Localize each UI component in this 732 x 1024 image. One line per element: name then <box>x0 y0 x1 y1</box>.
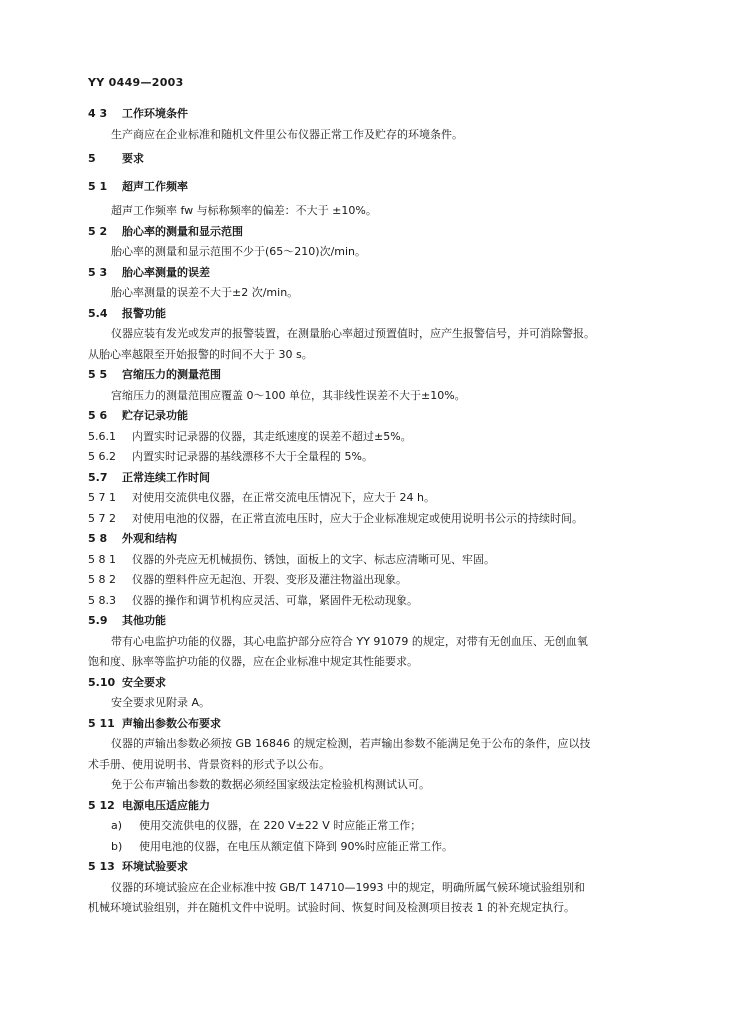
heading-text: 声输出参数公布要求 <box>122 716 221 730</box>
clause-number: 5 3 <box>88 265 108 279</box>
clause-number: 5 12 <box>88 798 115 812</box>
numbered-clause <box>88 447 648 468</box>
paragraph-line: 宫缩压力的测量范围应覆盖 0～100 单位，其非线性误差不大于±10%。 <box>111 388 466 402</box>
clause-number: 5 5 <box>88 368 108 381</box>
heading-text: 外观和结构 <box>122 532 177 545</box>
heading-text: 其他功能 <box>122 614 166 627</box>
paragraph-line: 免于公布声输出参数的数据必须经国家级法定检验机构测试认可。 <box>111 778 430 791</box>
clause-number: 5 6.2 <box>88 450 116 463</box>
paragraph-line: 术手册、使用说明书、背景资料的形式予以公布。 <box>88 757 330 771</box>
clause-number: 5 8 2 <box>88 573 116 586</box>
clause-number: 5.9 <box>88 614 108 627</box>
clause-text: 对使用电池的仪器，在正常直流电压时，应大于企业标准规定或使用说明书公示的持续时间。 <box>132 511 583 525</box>
clause-number: 5.6.1 <box>88 429 116 443</box>
clause-number: 5 2 <box>88 224 108 238</box>
clause-number: 5 8 <box>88 532 108 545</box>
list-item-text: 使用交流供电的仪器，在 220 V±22 V 时应能正常工作； <box>139 819 422 832</box>
clause-number: 4 3 <box>88 107 108 120</box>
heading-text: 正常连续工作时间 <box>122 470 210 484</box>
clause-text: 仪器的外壳应无机械损伤、锈蚀，面板上的文字、标志应清晰可见、牢固。 <box>132 552 495 566</box>
section-heading <box>88 406 648 427</box>
paragraph-line: 胎心率测量的误差不大于±2 次/min。 <box>111 286 299 299</box>
paragraph-line: 仪器应装有发光或发声的报警装置，在测量胎心率超过预置值时，应产生报警信号，并可消除警报。 <box>111 327 595 340</box>
clause-number: 5 <box>88 152 96 165</box>
list-marker: b) <box>111 839 123 853</box>
clause-number: 5 6 <box>88 409 108 422</box>
numbered-clause <box>88 488 648 509</box>
section-heading <box>88 145 648 173</box>
paragraph-line: 仪器的环境试验应在企业标准中按 GB/T 14710—1993 中的规定，明确所属气候环境试验组别和 <box>111 880 585 894</box>
list-marker: a) <box>111 819 123 832</box>
paragraph-line: 机械环境试验组别，并在随机文件中说明。试验时间、恢复时间及检测项目按表 1 的补充规定执行。 <box>88 901 575 914</box>
clause-number: 5.4 <box>88 306 108 320</box>
heading-text: 报警功能 <box>122 306 166 320</box>
heading-text: 超声工作频率 <box>122 180 188 193</box>
clause-number: 5 1 <box>88 180 108 193</box>
section-heading <box>88 365 648 386</box>
paragraph-line: 仪器的声输出参数必须按 GB 16846 的规定检测，若声输出参数不能满足免于公布的条件，应以技 <box>111 737 591 750</box>
heading-text: 胎心率测量的误差 <box>122 265 210 279</box>
clause-number: 5 7 2 <box>88 511 116 525</box>
clause-text: 对使用交流供电仪器，在正常交流电压情况下，应大于 24 h。 <box>132 491 435 504</box>
list-item <box>88 816 648 837</box>
numbered-clause <box>88 570 648 591</box>
heading-text: 安全要求 <box>122 675 166 689</box>
section-heading <box>88 611 648 632</box>
clause-number: 5 13 <box>88 860 115 873</box>
section-heading <box>88 173 648 201</box>
standard-number-header: YY 0449—2003 <box>88 76 184 89</box>
list-item <box>88 837 648 858</box>
heading-text: 环境试验要求 <box>122 860 188 873</box>
clause-number: 5 11 <box>88 716 115 730</box>
paragraph-line: 从胎心率越限至开始报警的时间不大于 30 s。 <box>88 347 313 361</box>
section-heading <box>88 673 648 694</box>
clause-text: 仪器的塑料件应无起泡、开裂、变形及灌注物溢出现象。 <box>132 573 407 586</box>
numbered-clause <box>88 591 648 612</box>
heading-text: 电源电压适应能力 <box>122 798 210 812</box>
paragraph-line: 胎心率的测量和显示范围不少于(65～210)次/min。 <box>111 245 367 258</box>
heading-text: 工作环境条件 <box>122 107 188 120</box>
heading-text: 胎心率的测量和显示范围 <box>122 224 243 238</box>
section-heading <box>88 529 648 550</box>
clause-number: 5.7 <box>88 470 108 484</box>
section-heading <box>88 222 648 243</box>
heading-text: 宫缩压力的测量范围 <box>122 368 221 381</box>
clause-number: 5 8.3 <box>88 593 116 607</box>
section-heading <box>88 304 648 325</box>
paragraph-line: 超声工作频率 fw 与标称频率的偏差：不大于 ±10%。 <box>111 204 377 217</box>
clause-text: 内置实时记录器的基线漂移不大于全量程的 5%。 <box>132 450 373 463</box>
paragraph-line: 带有心电监护功能的仪器，其心电监护部分应符合 YY 91079 的规定，对带有无创血压、无创血氧 <box>111 634 588 648</box>
paragraph-line: 安全要求见附录 A。 <box>111 696 211 709</box>
numbered-clause <box>88 509 648 530</box>
clause-number: 5 8 1 <box>88 552 116 566</box>
section-heading <box>88 796 648 817</box>
section-heading <box>88 104 648 125</box>
section-heading <box>88 468 648 489</box>
heading-text: 要求 <box>122 152 144 165</box>
numbered-clause <box>88 427 648 448</box>
paragraph-line: 饱和度、脉率等监护功能的仪器，应在企业标准中规定其性能要求。 <box>88 655 418 668</box>
list-item-text: 使用电池的仪器，在电压从额定值下降到 90%时应能正常工作。 <box>139 839 453 853</box>
document-body <box>88 104 648 919</box>
clause-number: 5.10 <box>88 675 116 689</box>
section-heading <box>88 714 648 735</box>
section-heading <box>88 857 648 878</box>
clause-number: 5 7 1 <box>88 491 116 504</box>
paragraph-line: 生产商应在企业标准和随机文件里公布仪器正常工作及贮存的环境条件。 <box>111 127 463 141</box>
heading-text: 贮存记录功能 <box>122 409 188 422</box>
numbered-clause <box>88 550 648 571</box>
clause-text: 仪器的操作和调节机构应灵活、可靠，紧固件无松动现象。 <box>132 593 418 607</box>
section-heading <box>88 263 648 284</box>
clause-text: 内置实时记录器的仪器，其走纸速度的误差不超过±5%。 <box>132 429 412 443</box>
